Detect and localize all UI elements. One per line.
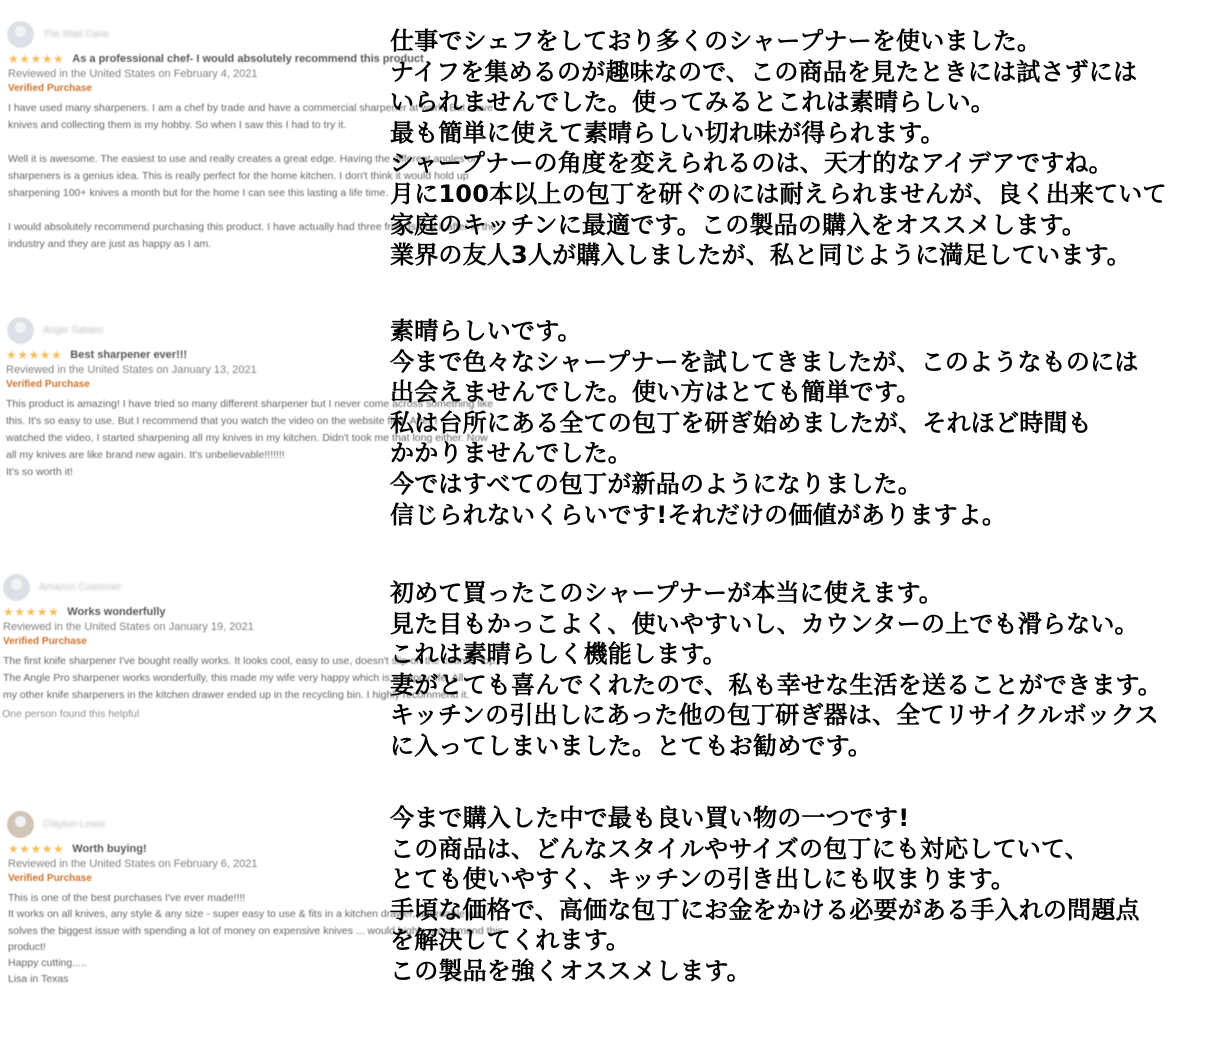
translation-line: 素晴らしいです。 (390, 317, 582, 345)
avatar (3, 574, 30, 601)
translation-line: これは素晴らしく機能します。 (390, 640, 727, 669)
review-title[interactable]: Best sharpener ever!!! (70, 349, 188, 361)
verified-badge: Verified Purchase (3, 636, 87, 647)
translation-line: キッチンの引出しにあった他の包丁研ぎ器は、全てリサイクルボックス (390, 701, 1159, 730)
verified-badge: Verified Purchase (8, 83, 92, 94)
translation-line: 信じられないくらいです!それだけの価値がありますよ。 (390, 500, 1007, 529)
review-translation (390, 578, 1225, 762)
translation-line: いられませんでした。使ってみるとこれは素晴らしい。 (390, 88, 995, 117)
translation-line: 見た目もかっこよく、使いやすいし、カウンターの上でも滑らない。 (390, 609, 1139, 638)
translation-line: この製品を強くオススメします。 (390, 956, 751, 985)
star-rating: ★★★★★ (8, 842, 65, 856)
translation-line: 仕事でシェフをしており多くのシャープナーを使いました。 (390, 27, 1042, 55)
review-translation (390, 803, 1225, 987)
translation-line: かかりませんでした。 (390, 439, 632, 468)
translation-line: 私は台所にある全ての包丁を研ぎ始めましたが、それほど時間も (390, 408, 1092, 437)
translation-line: 初めて買ったこのシャープナーが本当に使えます。 (390, 579, 943, 607)
translation-line: シャープナーの角度を変えられるのは、天才的なアイデアですね。 (390, 149, 1113, 178)
translation-line: 今ではすべての包丁が新品のようになりました。 (390, 469, 922, 498)
reviewer-name[interactable]: The Mad Cane (43, 28, 110, 40)
review-title[interactable]: As a professional chef- I would absolutely recommend this product (72, 53, 424, 65)
review-body: I have used many sharpeners. I am a chef by trade and have a commercial sharpener at work. But I love knives and collecting them is my hobby. So when I saw this I had to try it. Well it is awesome. The easiest to use and really creates a great edge. Having the different angles on sharpeners is a genius idea. This is really perfect for the home kitchen. I don't think it would hold up sharpening 100+ knives a month but for the home I can see this lasting a life time. I would absolutely recommend purchasing this product. I have actually had three friends buy it after in the industry and they are just as happy as I am. (8, 102, 497, 250)
translation-line: 最も簡単に使えて素晴らしい切れ味が得られます。 (390, 118, 945, 147)
translation-line: とても使いやすく、キッチンの引き出しにも収まります。 (390, 865, 1016, 894)
reviewer-name[interactable]: Angie Sabaro (43, 324, 104, 336)
translation-line: 月に100本以上の包丁を研ぐのには耐えられませんが、良く出来ていて (390, 179, 1167, 208)
review-body: The first knife sharpener I've bought really works. It looks cool, easy to use, doesn't slip on the counter top. The Angle Pro sharpener works wonderfully, this made my wife very happy which is a happy life. All my other knife sharpeners in the kitchen drawer ended up in the recycling bin. I highly recommend it. (3, 655, 498, 701)
translation-line: 妻がとても喜んでくれたので、私も幸せな生活を送ることができます。 (390, 670, 1162, 699)
review-date: Reviewed in the United States on January 13, 2021 (6, 364, 257, 376)
helpful-count: One person found this helpful (2, 708, 140, 720)
translation-line: に入ってしまいました。とてもお勧めです。 (390, 731, 873, 760)
avatar (7, 317, 34, 344)
review-title[interactable]: Worth buying! (72, 843, 147, 855)
verified-badge: Verified Purchase (8, 873, 92, 884)
translation-line: ナイフを集めるのが趣味なので、この商品を見たときには試さずには (390, 57, 1138, 86)
translation-line: 今まで購入した中で最も良い買い物の一つです! (390, 804, 910, 832)
review-translation (390, 316, 1225, 530)
star-rating: ★★★★★ (8, 52, 65, 66)
review-date: Reviewed in the United States on February 6, 2021 (8, 858, 258, 870)
review-title[interactable]: Works wonderfully (67, 606, 166, 618)
reviewer-name[interactable]: Amazon Customer (39, 581, 122, 593)
reviewer-name[interactable]: Clayton Lewis (43, 818, 106, 830)
review-body: This product is amazing! I have tried so many different sharpener but I never come across something like this. It's so easy to use. But I recommend that you watch the video on the website first. After I watched the video, I started sharpening all my knives in my kitchen. Didn't took me that long either. Now all my knives are like brand new again. It's unbelievable!!!!!!! It's so worth it! (6, 398, 494, 478)
translation-line: 今まで色々なシャープナーを試してきましたが、このようなものには (390, 347, 1139, 376)
translation-line: 業界の友人3人が購入しましたが、私と同じように満足しています。 (390, 241, 1131, 270)
review-date: Reviewed in the United States on January 19, 2021 (3, 621, 254, 633)
avatar (7, 811, 34, 838)
review-body: This is one of the best purchases I've ever made!!!! It works on all knives, any style & any size - super easy to use & fits in a kitchen drawer, affordable and solves the biggest issue with spending a lot of money on expensive knives ... would highly recommend this product! Happy cutting..... Lisa in Texas (8, 892, 503, 986)
verified-badge: Verified Purchase (6, 379, 90, 390)
translation-line: 家庭のキッチンに最適です。この製品の購入をオススメします。 (390, 210, 1087, 239)
avatar (7, 21, 34, 48)
translation-line: この商品は、どんなスタイルやサイズの包丁にも対応していて、 (390, 834, 1089, 863)
star-rating: ★★★★★ (3, 605, 60, 619)
review-date: Reviewed in the United States on February 4, 2021 (8, 68, 258, 80)
translation-line: 手頃な価格で、高価な包丁にお金をかける必要がある手入れの問題点 (390, 895, 1140, 924)
review-translation (390, 26, 1225, 271)
star-rating: ★★★★★ (6, 348, 63, 362)
translation-line: を解決してくれます。 (390, 926, 631, 955)
translation-line: 出会えませんでした。使い方はとても簡単です。 (390, 378, 921, 407)
